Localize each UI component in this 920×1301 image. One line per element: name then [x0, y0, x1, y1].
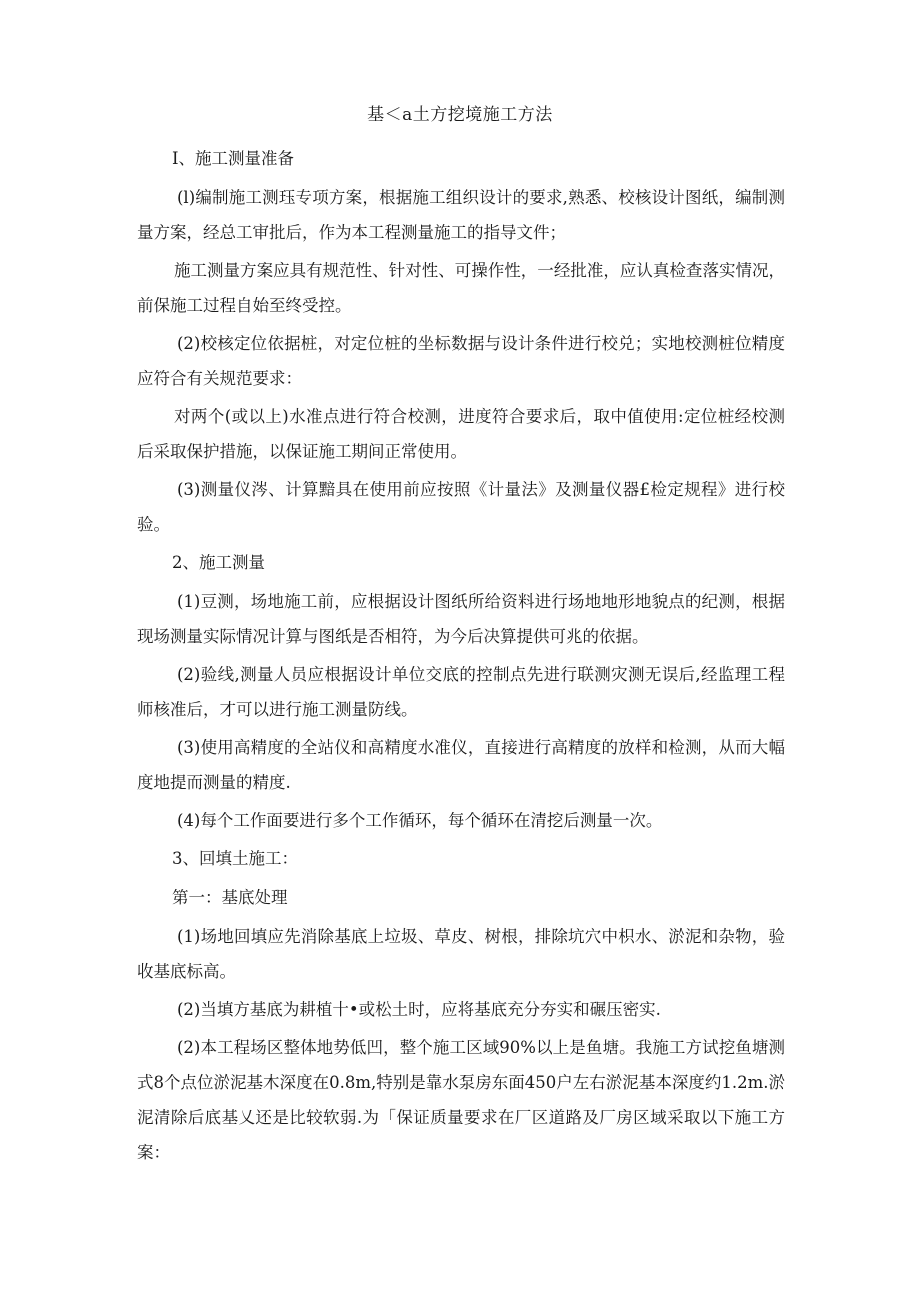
paragraph: (2)本工程场区整体地势低凹，整个施工区域90%以上是鱼塘。我施工方试挖鱼塘测式8个点位淤泥基木深度在0.8m,特别是靠水泵房东面450户左右淤泥基本深度约1.2m.淤泥清除后底基乂还是比较软弱.为「保证质量要求在厂区道路及厂房区域采取以下施工方案：	[137, 1038, 785, 1162]
paragraph: (2)当填方基底为耕植十•或松土时，应将基底充分夯实和碾压密实.	[177, 1000, 661, 1019]
section-heading-1: I、施工测量准备	[172, 149, 295, 168]
document-title: 基＜a土方挖境施工方法	[367, 105, 553, 125]
paragraph: (3)使用高精度的全站仪和高精度水准仪，直接进行高精度的放样和检测，从而大幅度地提而测量的精度.	[137, 738, 785, 792]
paragraph: (l)编制施工测珏专项方案，根据施工组织设计的要求,熟悉、校核设计图纸，编制测量方案，经总工审批后，作为本工程测量施工的指导文件；	[137, 188, 785, 242]
paragraph: (2)校核定位依据桩，对定位桩的坐标数据与设计条件进行校兑；实地校测桩位精度应符合有关规范要求：	[137, 334, 785, 388]
paragraph: 施工测量方案应具有规范性、针对性、可操作性，一经批准，应认真检查落实情况，前保施工过程自始至终受控。	[137, 261, 785, 315]
document-body	[137, 141, 785, 1173]
paragraph: (1)场地回填应先消除基底上垃圾、草皮、树根，排除坑穴中枳水、淤泥和杂物，验收基底标高。	[137, 927, 785, 981]
section-heading-2: 2、施工测量	[172, 553, 265, 572]
paragraph: (2)验线,测量人员应根据设计单位交底的控制点先进行联测灾测无误后,经监理工程师核准后，才可以进行施工测量防线。	[137, 665, 785, 719]
paragraph: 对两个(或以上)水准点进行符合校测，进度符合要求后，取中值使用:定位桩经校测后采取保护措施，以保证施工期间正常使用。	[137, 407, 785, 461]
paragraph: (1)豆测，场地施工前，应根据设计图纸所给资料进行场地地形地貌点的纪测，根据现场测量实际情况计算与图纸是否相符，为今后决算提供可兆的依据。	[137, 592, 785, 646]
section-heading-3: 3、回填土施工：	[172, 849, 298, 868]
paragraph: (3)测量仪涔、计算黯具在使用前应按照《计量法》及测量仪器£检定规程》进行校验。	[137, 480, 785, 534]
subsection-heading: 第一：基底处理	[172, 888, 288, 907]
paragraph: (4)每个工作面要进行多个工作循环，每个循环在清挖后测量一次。	[177, 811, 663, 830]
